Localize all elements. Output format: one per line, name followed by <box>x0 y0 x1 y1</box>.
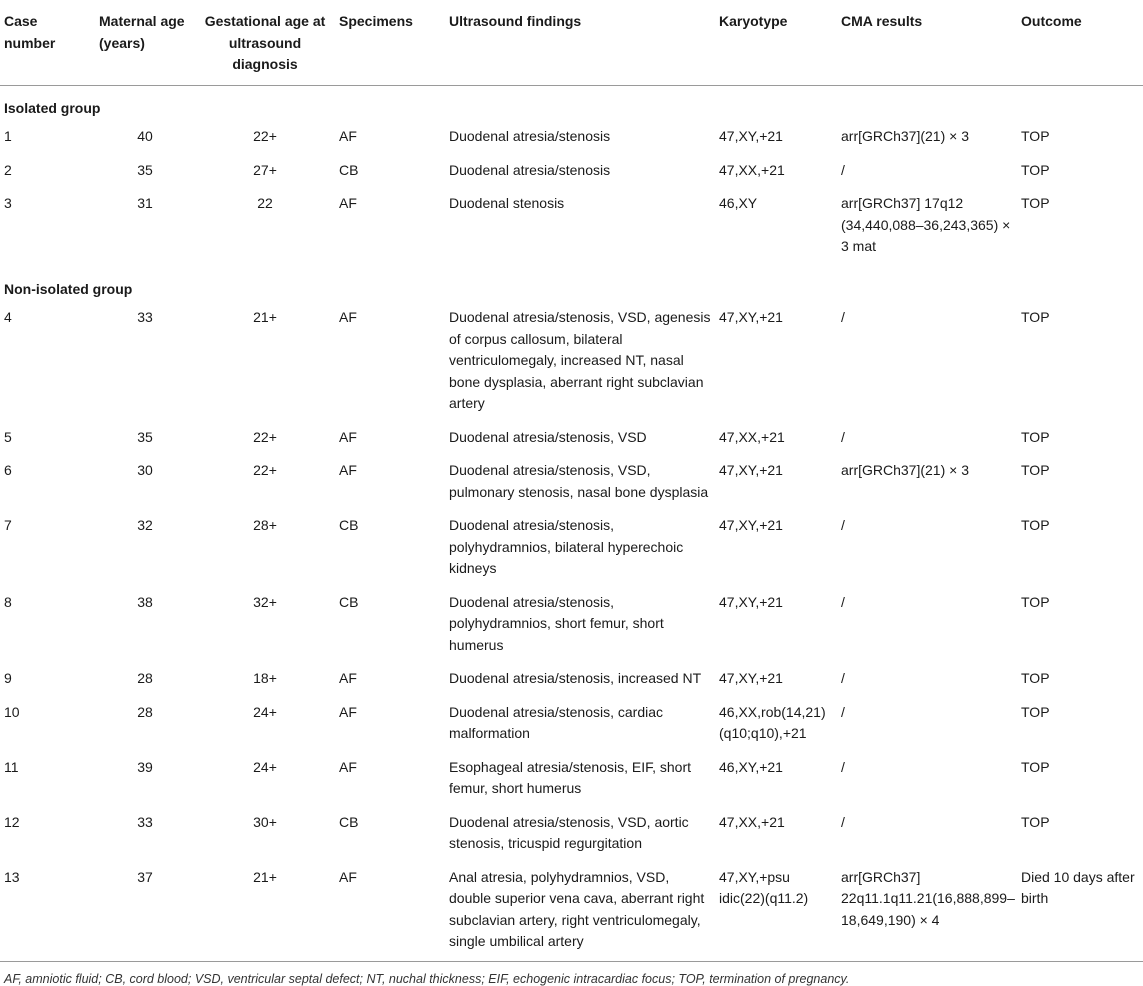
cell-cma-results: / <box>841 703 845 720</box>
header-ultrasound-findings: Ultrasound findings <box>445 0 715 85</box>
cell-karyotype: 47,XY,+21 <box>719 462 783 478</box>
cell-ultrasound-findings: Duodenal atresia/stenosis, increased NT <box>449 670 702 686</box>
cell-specimens: AF <box>335 864 445 962</box>
cell-ultrasound-findings: Esophageal atresia/stenosis, EIF, short femur, short humerus <box>449 758 692 796</box>
cell-maternal-age: 38 <box>137 593 153 610</box>
cell-outcome: TOP <box>1021 128 1050 144</box>
cell-karyotype: 47,XY,+21 <box>719 309 783 325</box>
cell-gestational-age: 22+ <box>253 462 277 478</box>
cell-outcome: TOP <box>1021 703 1050 720</box>
table-footnote: AF, amniotic fluid; CB, cord blood; VSD, ventricular septal defect; NT, nuchal thickness; EIF, echogenic intracardiac focus; TOP, termination of pregnancy. <box>4 971 850 986</box>
cell-gestational-age: 21+ <box>253 309 277 325</box>
cell-case-number: 8 <box>4 593 12 610</box>
cell-case-number: 12 <box>4 813 20 830</box>
cell-specimens: CB <box>339 161 359 178</box>
table-row <box>0 864 1143 962</box>
cell-case-number: 10 <box>4 703 20 720</box>
cell-specimens: AF <box>339 195 357 211</box>
cell-outcome: TOP <box>1021 462 1050 478</box>
cell-gestational-age: 27+ <box>253 161 277 178</box>
cell-ultrasound-findings: Anal atresia, polyhydramnios, VSD, double superior vena cava, aberrant right subclavian artery, right ventriculomegaly, single umbilical artery <box>445 864 715 962</box>
cell-ultrasound-findings: Duodenal atresia/stenosis, polyhydramnios, short femur, short humerus <box>449 593 664 653</box>
cell-case-number: 5 <box>4 428 12 445</box>
cell-ultrasound-findings: Duodenal atresia/stenosis, VSD, agenesis of corpus callosum, bilateral ventriculomegaly, increased NT, nasal bone dysplasia, aberrant right subclavian artery <box>449 309 711 411</box>
cell-maternal-age: 39 <box>137 758 153 775</box>
cell-cma-results: arr[GRCh37](21) × 3 <box>841 462 969 478</box>
cell-outcome: TOP <box>1021 195 1050 211</box>
cell-cma-results: / <box>841 813 845 830</box>
cell-ultrasound-findings: Duodenal atresia/stenosis, cardiac malformation <box>449 703 664 741</box>
cell-maternal-age: 32 <box>137 517 153 533</box>
cell-case-number: 2 <box>4 161 12 178</box>
cell-case-number: 4 <box>4 309 12 325</box>
table-row <box>0 809 1143 864</box>
cell-case-number: 1 <box>4 128 12 144</box>
cell-karyotype: 47,XY,+21 <box>719 128 783 144</box>
header-maternal-age: Maternal age (years) <box>95 0 195 85</box>
table-row <box>0 589 1143 666</box>
cell-maternal-age: 28 <box>137 670 153 686</box>
table-row <box>0 190 1143 267</box>
table-row <box>0 304 1143 424</box>
header-case-number: Case number <box>0 0 95 85</box>
cell-outcome: TOP <box>1021 161 1050 178</box>
cell-cma-results: / <box>841 593 845 610</box>
cell-specimens: CB <box>339 593 359 610</box>
cell-gestational-age: 22 <box>257 195 273 211</box>
cell-gestational-age: 24+ <box>253 758 277 775</box>
cell-cma-results: / <box>841 161 845 178</box>
cell-specimens: AF <box>339 670 357 686</box>
cell-maternal-age: 33 <box>137 309 153 325</box>
cell-cma-results: arr[GRCh37] 22q11.1q11.21(16,888,899–18,649,190) × 4 <box>837 864 1017 962</box>
table-row <box>0 457 1143 512</box>
table-header <box>0 0 1143 85</box>
cell-ultrasound-findings: Duodenal atresia/stenosis <box>449 128 611 144</box>
table-row <box>0 123 1143 157</box>
cell-cma-results: / <box>841 670 845 686</box>
cell-gestational-age: 24+ <box>253 703 277 720</box>
cell-specimens: CB <box>339 517 359 533</box>
cell-gestational-age: 21+ <box>195 864 335 962</box>
cell-case-number: 3 <box>4 195 12 211</box>
cell-outcome: TOP <box>1021 517 1050 533</box>
cell-case-number: 11 <box>4 758 19 775</box>
header-cma-results: CMA results <box>837 0 1017 85</box>
table-row <box>0 754 1143 809</box>
cell-outcome: TOP <box>1021 428 1050 445</box>
cell-specimens: AF <box>339 309 357 325</box>
cell-ultrasound-findings: Duodenal atresia/stenosis, VSD <box>449 428 647 445</box>
cell-maternal-age: 35 <box>137 428 153 445</box>
cell-outcome: Died 10 days after birth <box>1017 864 1143 962</box>
cell-ultrasound-findings: Duodenal stenosis <box>449 195 565 211</box>
cell-ultrasound-findings: Duodenal atresia/stenosis, VSD, aortic stenosis, tricuspid regurgitation <box>449 813 689 851</box>
cell-outcome: TOP <box>1021 309 1050 325</box>
cell-maternal-age: 33 <box>137 813 153 830</box>
header-outcome: Outcome <box>1017 0 1143 85</box>
cell-specimens: AF <box>339 462 357 478</box>
cell-specimens: AF <box>339 758 357 775</box>
cell-maternal-age: 37 <box>95 864 195 962</box>
group-label: Non-isolated group <box>4 280 133 297</box>
cell-outcome: TOP <box>1021 813 1050 830</box>
cell-karyotype: 46,XY,+21 <box>719 758 783 775</box>
cell-case-number: 13 <box>0 864 95 962</box>
cell-outcome: TOP <box>1021 758 1050 775</box>
cell-maternal-age: 31 <box>137 195 153 211</box>
cell-cma-results: / <box>841 758 845 775</box>
cell-gestational-age: 32+ <box>253 593 277 610</box>
cell-gestational-age: 22+ <box>253 428 277 445</box>
cell-ultrasound-findings: Duodenal atresia/stenosis, polyhydramnios, bilateral hyperechoic kidneys <box>449 517 684 576</box>
table-row <box>0 699 1143 754</box>
cell-specimens: AF <box>339 428 357 445</box>
cell-specimens: CB <box>339 813 359 830</box>
table-row <box>0 157 1143 191</box>
cell-cma-results: / <box>841 428 845 445</box>
cell-karyotype: 47,XX,+21 <box>719 161 785 178</box>
table-body <box>0 85 1143 961</box>
cell-karyotype: 47,XY,+psu idic(22)(q11.2) <box>715 864 837 962</box>
header-row <box>0 0 1143 85</box>
cell-case-number: 7 <box>4 517 12 533</box>
cell-karyotype: 46,XX,rob(14,21)(q10;q10),+21 <box>719 703 826 741</box>
cell-cma-results: arr[GRCh37](21) × 3 <box>841 128 969 144</box>
cell-maternal-age: 30 <box>137 462 153 478</box>
cell-cma-results: / <box>841 309 845 325</box>
header-gestational-age: Gestational age at ultrasound diagnosis <box>195 0 335 85</box>
cell-ultrasound-findings: Duodenal atresia/stenosis <box>449 161 611 178</box>
group-label: Isolated group <box>4 99 101 116</box>
cell-karyotype: 47,XY,+21 <box>719 593 783 610</box>
cell-cma-results: / <box>841 517 845 533</box>
cell-case-number: 9 <box>4 670 12 686</box>
cell-karyotype: 47,XX,+21 <box>719 428 785 445</box>
cell-karyotype: 47,XY,+21 <box>719 517 783 533</box>
cell-gestational-age: 28+ <box>253 517 277 533</box>
cell-maternal-age: 40 <box>137 128 153 144</box>
header-karyotype: Karyotype <box>715 0 837 85</box>
cell-specimens: AF <box>339 703 357 720</box>
header-specimens: Specimens <box>335 0 445 85</box>
cell-maternal-age: 35 <box>137 161 153 178</box>
group-row <box>0 85 1143 123</box>
table-row <box>0 424 1143 458</box>
cell-outcome: TOP <box>1021 593 1050 610</box>
cell-gestational-age: 22+ <box>253 128 277 144</box>
cell-case-number: 6 <box>4 462 12 478</box>
table-row <box>0 665 1143 699</box>
cell-gestational-age: 30+ <box>253 813 277 830</box>
cell-outcome: TOP <box>1021 670 1050 686</box>
table-row <box>0 512 1143 589</box>
cell-karyotype: 47,XX,+21 <box>719 813 785 830</box>
cell-karyotype: 46,XY <box>719 195 758 211</box>
cell-cma-results: arr[GRCh37] 17q12 (34,440,088–36,243,365) × 3 mat <box>841 195 1011 254</box>
cell-ultrasound-findings: Duodenal atresia/stenosis, VSD, pulmonary stenosis, nasal bone dysplasia <box>449 462 709 500</box>
group-row <box>0 267 1143 305</box>
cell-gestational-age: 18+ <box>253 670 277 686</box>
cell-specimens: AF <box>339 128 357 144</box>
cell-karyotype: 47,XY,+21 <box>719 670 783 686</box>
cell-maternal-age: 28 <box>137 703 153 720</box>
